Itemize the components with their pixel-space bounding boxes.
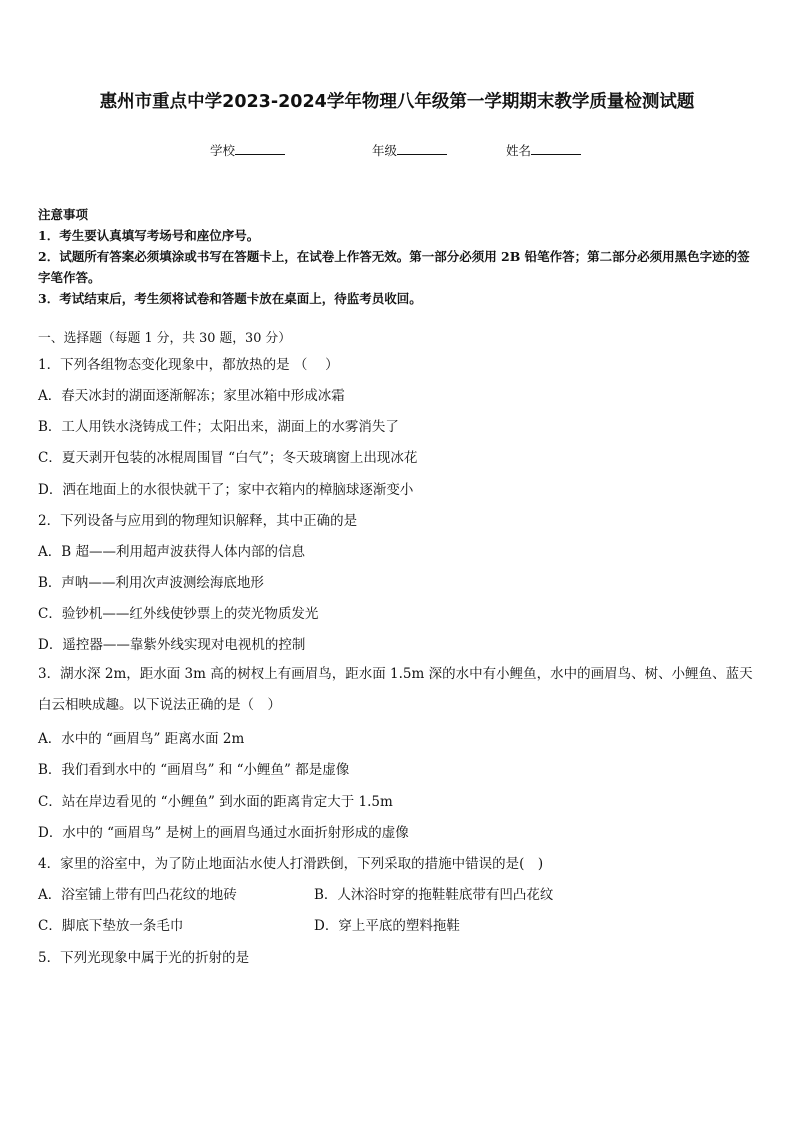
exam-notes	[38, 204, 760, 309]
school-blank[interactable]	[235, 142, 285, 155]
name-blank[interactable]	[531, 142, 581, 155]
option-1b: B．工人用铁水浇铸成工件；太阳出来，湖面上的水雾消失了	[38, 419, 399, 435]
note-item: 3．考试结束后，考生须将试卷和答题卡放在桌面上，待监考员收回。	[38, 291, 422, 306]
option-3c: C．站在岸边看见的 “小鲤鱼” 到水面的距离肯定大于 1.5m	[38, 794, 393, 810]
option-2a: A．B 超——利用超声波获得人体内部的信息	[38, 544, 305, 560]
grade-label: 年级	[372, 143, 398, 158]
option-3d: D．水中的 “画眉鸟” 是树上的画眉鸟通过水面折射形成的虚像	[38, 825, 409, 841]
notes-heading: 注意事项	[38, 207, 89, 222]
note-item: 1．考生要认真填写考场号和座位序号。	[38, 228, 260, 243]
option-1c: C．夏天剥开包装的冰棍周围冒 “白气”；冬天玻璃窗上出现冰花	[38, 450, 418, 466]
option-1a: A．春天冰封的湖面逐渐解冻；家里冰箱中形成冰霜	[38, 388, 345, 404]
grade-field	[372, 141, 447, 159]
name-label: 姓名	[506, 143, 532, 158]
school-field	[210, 141, 285, 159]
question-stem-3: 3．湖水深 2m，距水面 3m 高的树杈上有画眉鸟，距水面 1.5m 深的水中有小鲤鱼，水中的画眉鸟、树、小鲤鱼、蓝天白云相映成趣。以下说法正确的是（ ）	[38, 666, 753, 713]
grade-blank[interactable]	[397, 142, 447, 155]
option-2c: C．验钞机——红外线使钞票上的荧光物质发光	[38, 606, 319, 622]
option-4d: D．穿上平底的塑料拖鞋	[314, 918, 460, 934]
option-3b: B．我们看到水中的 “画眉鸟” 和 “小鲤鱼” 都是虚像	[38, 762, 350, 778]
question-stem-5: 5．下列光现象中属于光的折射的是	[38, 950, 250, 966]
student-info-row	[0, 141, 794, 159]
note-item: 2．试题所有答案必须填涂或书写在答题卡上，在试卷上作答无效。第一部分必须用 2B 铅笔作答；第二部分必须用黑色字迹的签字笔作答。	[38, 249, 750, 285]
option-1d: D．洒在地面上的水很快就干了；家中衣箱内的樟脑球逐渐变小	[38, 482, 414, 498]
option-4a: A．浴室铺上带有凹凸花纹的地砖	[38, 887, 237, 903]
option-4c: C．脚底下垫放一条毛巾	[38, 918, 184, 934]
question-stem-4: 4．家里的浴室中，为了防止地面沾水使人打滑跌倒，下列采取的措施中错误的是( )	[38, 856, 544, 872]
school-label: 学校	[210, 143, 236, 158]
option-2b: B．声呐——利用次声波测绘海底地形	[38, 575, 264, 591]
option-4b: B．人沐浴时穿的拖鞋鞋底带有凹凸花纹	[314, 887, 554, 903]
exam-title: 惠州市重点中学2023-2024学年物理八年级第一学期期末教学质量检测试题	[99, 92, 695, 112]
question-stem-1: 1．下列各组物态变化现象中，都放热的是 （ ）	[38, 357, 339, 373]
section-title: 一、选择题（每题 1 分，共 30 题，30 分）	[38, 331, 292, 346]
question-stem-2: 2．下列设备与应用到的物理知识解释，其中正确的是	[38, 513, 358, 529]
option-2d: D．遥控器——靠紫外线实现对电视机的控制	[38, 637, 306, 653]
name-field	[506, 141, 581, 159]
option-3a: A．水中的 “画眉鸟” 距离水面 2m	[38, 731, 245, 747]
